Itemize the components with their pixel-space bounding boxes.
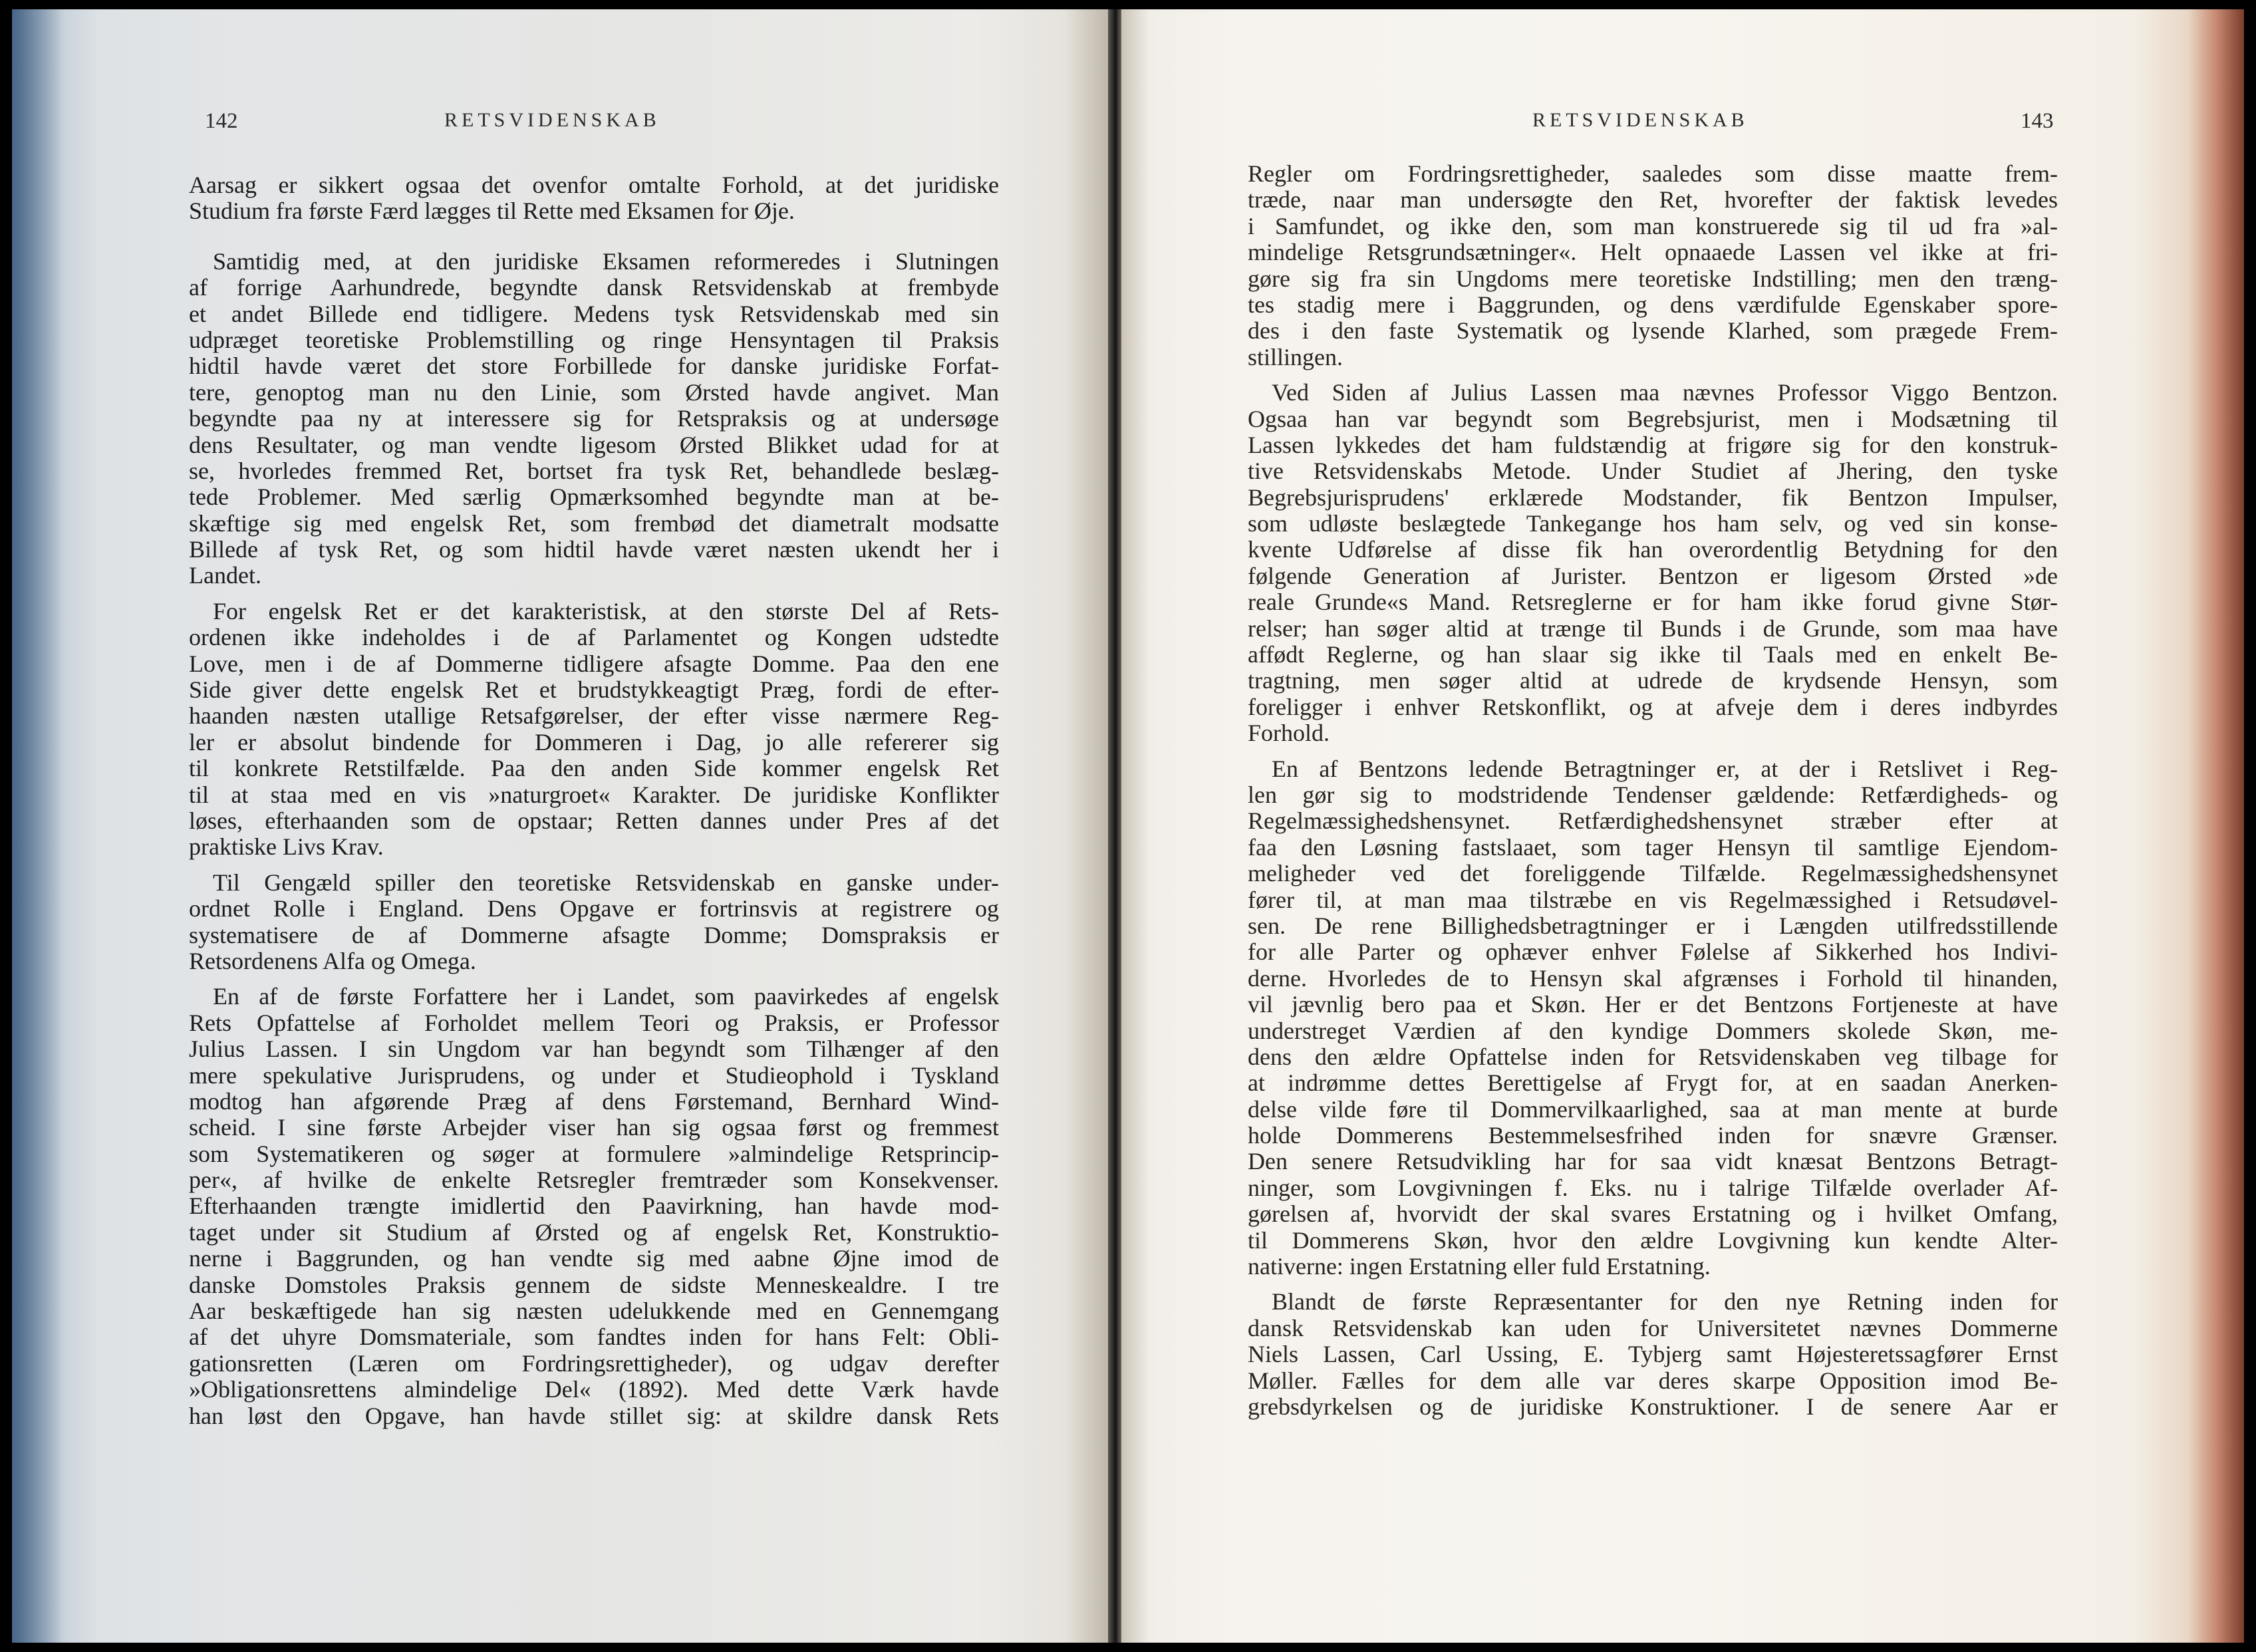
- text-line: derne. Hvorledes de to Hensyn skal afgrænses i Forhold til hinanden,: [1248, 964, 2058, 992]
- text-line: faa den Løsning fastslaaet, som tager Hensyn til samtlige Ejendom-: [1248, 833, 2058, 861]
- text-line: Billede af tysk Ret, og som hidtil havde været næsten ukendt her i: [189, 536, 999, 563]
- text-line: haanden næsten utallige Retsafgørelser, der efter visse nærmere Reg-: [189, 702, 999, 730]
- text-line: han løst den Opgave, han havde stillet sig: at skildre dansk Rets: [189, 1402, 999, 1429]
- text-line: løses, efterhaanden som de opstaar; Retten dannes under Pres af det: [189, 807, 999, 834]
- body-text: [1248, 161, 2058, 1420]
- paragraph: [1248, 161, 2058, 370]
- text-line: ler er absolut bindende for Dommeren i Dag, jo alle refererer sig: [189, 728, 999, 756]
- text-line: understreget Værdien af den kyndige Dommers skolede Skøn, me-: [1248, 1017, 2058, 1044]
- text-line: tes stadig mere i Baggrunden, og dens værdifulde Egenskaber spore-: [1248, 291, 2058, 318]
- text-line: Efterhaanden trængte imidlertid den Paavirkning, han havde mod-: [189, 1192, 999, 1220]
- text-line: se, hvorledes fremmed Ret, bortset fra tysk Ret, behandlede beslæg-: [189, 457, 999, 484]
- text-line: Lassen lykkedes det ham fuldstændig at frigøre sig for den konstruk-: [1248, 431, 2058, 458]
- text-line: begyndte paa ny at interessere sig for Retspraksis og at undersøge: [189, 405, 999, 432]
- text-line: gationsretten (Læren om Fordringsrettigheder), og udgav derefter: [189, 1349, 999, 1377]
- text-line: En af Bentzons ledende Betragtninger er, at der i Retslivet i Reg-: [1272, 755, 2058, 782]
- right-page: [1121, 9, 2244, 1643]
- text-line: holde Dommerens Bestemmelsesfrihed inden for snævre Grænser.: [1248, 1122, 2058, 1149]
- text-line: som Systematikeren og søger at formulere »almindelige Retsprincip-: [189, 1140, 999, 1167]
- text-line: Den senere Retsudvikling har for saa vidt knæsat Bentzons Betragt-: [1248, 1148, 2058, 1175]
- text-line: udpræget teoretiske Problemstilling og ringe Hensyntagen til Praksis: [189, 326, 999, 353]
- text-line: af det uhyre Domsmateriale, som fandtes inden for hans Felt: Obli-: [189, 1323, 999, 1351]
- text-line: vil jævnlig bero paa et Skøn. Her er det Bentzons Fortjeneste at have: [1248, 991, 2058, 1018]
- text-line: praktiske Livs Krav.: [189, 833, 384, 861]
- text-line: dansk Retsvidenskab kan uden for Universitetet nævnes Dommerne: [1248, 1314, 2058, 1341]
- text-line: Begrebsjurisprudens' erklærede Modstander, fik Bentzon Impulser,: [1248, 483, 2058, 511]
- text-line: Ved Siden af Julius Lassen maa nævnes Professor Viggo Bentzon.: [1272, 379, 2058, 406]
- text-line: Love, men i de af Dommerne tidligere afsagte Domme. Paa den ene: [189, 650, 999, 677]
- text-line: tive Retsvidenskabs Metode. Under Studiet af Jhering, den tyske: [1248, 458, 2058, 485]
- text-line: hidtil havde været det store Forbillede for danske juridiske Forfat-: [189, 352, 999, 380]
- text-line: mere spekulative Jurisprudens, og under et Studieophold i Tyskland: [189, 1061, 999, 1089]
- paragraph: [189, 984, 999, 1429]
- text-line: Landet.: [189, 562, 261, 589]
- paragraph: [1248, 380, 2058, 746]
- text-line: taget under sit Studium af Ørsted og af engelsk Ret, Konstruktio-: [189, 1218, 999, 1246]
- text-line: Studium fra første Færd lægges til Rette med Eksamen for Øje.: [189, 198, 795, 225]
- text-line: til Dommerens Skøn, hvor den ældre Lovgivning kun kendte Alter-: [1248, 1226, 2058, 1254]
- text-line: danske Domstoles Praksis gennem de sidste Menneskealdre. I tre: [189, 1271, 999, 1298]
- left-page: [12, 9, 1108, 1643]
- text-line: For engelsk Ret er det karakteristisk, at den største Del af Rets-: [213, 597, 999, 624]
- page-number: 142: [205, 109, 238, 133]
- text-line: ordnet Rolle i England. Dens Opgave er fortrinsvis at registrere og: [189, 895, 999, 922]
- text-line: Forhold.: [1248, 720, 1330, 747]
- text-line: Niels Lassen, Carl Ussing, E. Tybjerg samt Højesteretssagfører Ernst: [1248, 1341, 2058, 1368]
- text-line: grebsdyrkelsen og de juridiske Konstruktioner. I de senere Aar er: [1248, 1393, 2058, 1420]
- text-line: tede Problemer. Med særlig Opmærksomhed begyndte man at be-: [189, 483, 999, 511]
- paragraph: [1248, 1289, 2058, 1420]
- text-line: at indrømme dettes Berettigelse af Frygt for, at en saadan Anerken-: [1248, 1069, 2058, 1097]
- paragraph: [189, 870, 999, 975]
- text-line: affødt Reglerne, og han slaar sig ikke til Taals med en enkelt Be-: [1248, 641, 2058, 668]
- text-line: delse vilde føre til Dommervilkaarlighed, saa at man mente at burde: [1248, 1095, 2058, 1123]
- text-line: systematisere de af Dommerne afsagte Domme; Domspraksis er: [189, 921, 999, 948]
- text-line: reale Grunde«s Mand. Retsreglerne er for ham ikke forud givne Stør-: [1248, 589, 2058, 616]
- paragraph: [1248, 756, 2058, 1280]
- text-line: tere, genoptog man nu den Linie, som Ørsted havde angivet. Man: [189, 378, 999, 406]
- body-text: [189, 172, 999, 1429]
- text-line: i Samfundet, og ikke den, som man konstruerede sig til ud fra »al-: [1248, 212, 2058, 239]
- paragraph: [189, 599, 999, 861]
- page-number: 143: [2021, 109, 2054, 133]
- page-edge-shadow: [12, 9, 65, 1643]
- text-line: Møller. Fælles for dem alle var deres skarpe Opposition imod Be-: [1248, 1367, 2058, 1394]
- text-line: Regler om Fordringsrettigheder, saaledes som disse maatte frem-: [1248, 160, 2058, 187]
- text-line: modtog han afgørende Præg af dens Førstemand, Bernhard Wind-: [189, 1087, 999, 1115]
- text-line: til at staa med en vis »naturgroet« Karakter. De juridiske Konflikter: [189, 781, 999, 808]
- text-line: per«, af hvilke de enkelte Retsregler fremtræder som Konsekvenser.: [189, 1167, 999, 1194]
- text-line: af forrige Aarhundrede, begyndte dansk Retsvidenskab at frembyde: [189, 274, 999, 301]
- text-line: scheid. I sine første Arbejder viser han sig ogsaa først og fremmest: [189, 1114, 999, 1141]
- text-line: et andet Billede end tidligere. Medens tysk Retsvidenskab med sin: [189, 300, 999, 327]
- text-line: dens Resultater, og man vendte ligesom Ørsted Blikket udad for at: [189, 431, 999, 458]
- text-line: som udløste beslægtede Tankegange hos ham selv, og ved sin konse-: [1248, 510, 2058, 537]
- running-head: RETSVIDENSKAB: [444, 109, 660, 131]
- paragraph: [189, 172, 999, 225]
- text-line: skæftige sig med engelsk Ret, som frembød det diametralt modsatte: [189, 509, 999, 537]
- text-line: gørelsen af, hvorvidt der skal svares Erstatning og i hvilket Omfang,: [1248, 1200, 2058, 1228]
- text-line: følgende Generation af Jurister. Bentzon er ligesom Ørsted »de: [1248, 562, 2058, 589]
- text-line: nativerne: ingen Erstatning eller fuld Erstatning.: [1248, 1253, 1711, 1280]
- text-line: ordenen ikke indeholdes i de af Parlamentet og Kongen udstedte: [189, 624, 999, 651]
- text-line: sen. De rene Billighedsbetragtninger er i Længden utilfredsstillende: [1248, 912, 2058, 939]
- text-line: gøre sig fra sin Ungdoms mere teoretiske Indstilling; men den træng-: [1248, 265, 2058, 292]
- text-line: Samtidig med, at den juridiske Eksamen reformeredes i Slutningen: [213, 247, 999, 275]
- text-line: dens den ældre Opfattelse inden for Retsvidenskaben veg tilbage for: [1248, 1043, 2058, 1070]
- text-line: Til Gengæld spiller den teoretiske Retsvidenskab en ganske under-: [213, 869, 999, 896]
- text-line: des i den faste Systematik og lysende Klarhed, som prægede Frem-: [1248, 317, 2058, 344]
- text-line: tragtning, men søger altid at udrede de krydsende Hensyn, som: [1248, 667, 2058, 694]
- text-line: ninger, som Lovgivningen f. Eks. nu i talrige Tilfælde overlader Af-: [1248, 1174, 2058, 1201]
- text-line: Blandt de første Repræsentanter for den nye Retning inden for: [1272, 1288, 2058, 1315]
- text-line: Julius Lassen. I sin Ungdom var han begyndt som Tilhænger af den: [189, 1035, 999, 1063]
- text-line: Aarsag er sikkert ogsaa det ovenfor omtalte Forhold, at det juridiske: [189, 172, 999, 198]
- text-line: kvente Udførelse af disse fik han overordentlig Betydning for den: [1248, 536, 2058, 563]
- text-line: fører til, at man maa tilstræbe en vis Regelmæssighed i Retsudøvel-: [1248, 886, 2058, 913]
- text-line: »Obligationsrettens almindelige Del« (1892). Med dette Værk havde: [189, 1376, 999, 1403]
- text-line: Ogsaa han var begyndt som Begrebsjurist, men i Modsætning til: [1248, 405, 2058, 432]
- book-gutter: [1108, 9, 1121, 1643]
- text-line: til konkrete Retstilfælde. Paa den anden Side kommer engelsk Ret: [189, 755, 999, 782]
- text-line: Side giver dette engelsk Ret et brudstykkeagtigt Præg, fordi de efter-: [189, 676, 999, 704]
- text-line: len gør sig to modstridende Tendenser gældende: Retfærdigheds- og: [1248, 781, 2058, 808]
- running-head: RETSVIDENSKAB: [1532, 109, 1749, 131]
- text-line: mindelige Retsgrundsætninger«. Helt opnaaede Lassen vel ikke at fri-: [1248, 239, 2058, 266]
- text-line: Aar beskæftigede han sig næsten udelukkende med en Gennemgang: [189, 1298, 999, 1325]
- text-line: træde, naar man undersøgte den Ret, hvorefter der faktisk levedes: [1248, 186, 2058, 213]
- text-line: Regelmæssighedshensynet. Retfærdighedshensynet stræber efter at: [1248, 807, 2058, 835]
- text-line: nerne i Baggrunden, og han vendte sig med aabne Øjne imod de: [189, 1245, 999, 1272]
- text-line: stillingen.: [1248, 343, 1343, 370]
- text-line: Retsordenens Alfa og Omega.: [189, 947, 476, 974]
- text-line: meligheder ved det foreliggende Tilfælde. Regelmæssighedshensynet: [1248, 860, 2058, 887]
- text-line: foreligger i enhver Retskonflikt, og at afveje dem i deres indbyrdes: [1248, 693, 2058, 720]
- text-line: relser; han søger altid at trænge til Bunds i de Grunde, som maa have: [1248, 615, 2058, 642]
- text-line: En af de første Forfattere her i Landet, som paavirkedes af engelsk: [213, 983, 999, 1010]
- text-line: for alle Parter og ophæver enhver Følelse af Sikkerhed hos Indivi-: [1248, 938, 2058, 966]
- paragraph: [189, 249, 999, 589]
- text-line: Rets Opfattelse af Forholdet mellem Teori og Praksis, er Professor: [189, 1009, 999, 1036]
